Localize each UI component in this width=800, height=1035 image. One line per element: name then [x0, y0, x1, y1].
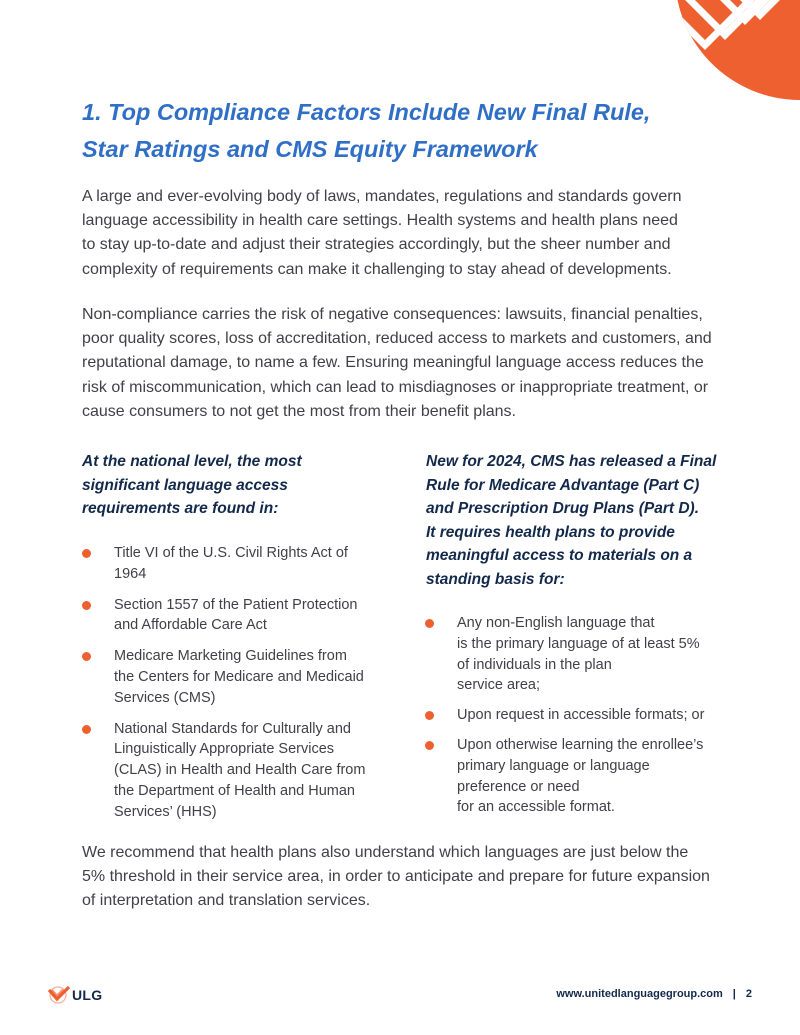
right-column-heading [426, 450, 716, 591]
section-title [82, 94, 702, 168]
item-line: (CLAS) in Health and Health Care from [114, 762, 366, 779]
heading-line: standing basis for: [426, 570, 565, 588]
list-item [457, 735, 704, 818]
footer-separator: | [732, 988, 736, 1000]
left-column-heading [82, 450, 302, 521]
item-line: of individuals in the plan [457, 656, 612, 673]
bullet-dot-icon [82, 601, 91, 610]
item-line: National Standards for Culturally and [114, 720, 351, 737]
item-line: Services (CMS) [114, 689, 216, 706]
item-line: Upon otherwise learning the enrollee’s [457, 736, 704, 753]
decorative-corner-graphic [660, 0, 800, 100]
item-line: primary language or language [457, 757, 650, 774]
text-line: A large and ever-evolving body of laws, mandates, regulations and standards govern [82, 188, 682, 205]
item-line: 1964 [114, 565, 147, 582]
heading-line: requirements are found in: [82, 500, 279, 517]
intro-paragraph-1 [82, 185, 722, 282]
text-line: 5% threshold in their service area, in order to anticipate and prepare for future expansion [82, 868, 710, 886]
text-line: cause consumers to not get the most from their benefit plans. [82, 402, 516, 420]
item-line: Medicare Marketing Guidelines from [114, 648, 347, 665]
item-line: Section 1557 of the Patient Protection [114, 596, 358, 613]
right-requirements-list [457, 613, 704, 818]
footer-logo[interactable] [48, 986, 102, 1004]
bullet-dot-icon [425, 741, 434, 750]
heading-line: meaningful access to materials on a [426, 547, 693, 564]
heading-line: At the national level, the most [82, 453, 302, 470]
page-number: 2 [745, 988, 752, 1000]
bullet-dot-icon [425, 711, 434, 720]
bullet-dot-icon [425, 619, 434, 628]
item-line: Any non-English language that [457, 615, 655, 631]
text-line: of interpretation and translation services. [82, 892, 371, 910]
heading-line: It requires health plans to provide [426, 523, 675, 541]
text-line: Non-compliance carries the risk of negative consequences: lawsuits, financial penalties, [82, 306, 703, 323]
text-line: risk of miscommunication, which can lead to misdiagnoses or inappropriate treatment, or [82, 378, 709, 396]
item-line: and Affordable Care Act [114, 617, 267, 634]
list-item [114, 595, 365, 637]
text-line: to stay up-to-date and adjust their strategies accordingly, but the sheer number and [82, 236, 671, 254]
text-line: language accessibility in health care settings. Health systems and health plans need [82, 212, 678, 230]
logo-text: ULG [72, 987, 103, 1003]
left-requirements-list [114, 543, 365, 823]
text-line: We recommend that health plans also understand which languages are just below the [82, 844, 689, 861]
intro-paragraph-2 [82, 303, 722, 424]
item-line: Services’ (HHS) [114, 803, 217, 820]
item-line: service area; [457, 677, 541, 694]
bullet-dot-icon [82, 549, 91, 558]
list-item [114, 646, 365, 708]
heading-line: and Prescription Drug Plans (Part D). [426, 500, 700, 517]
ulg-logo-icon [48, 986, 70, 1004]
list-item [457, 705, 704, 726]
list-item [457, 613, 704, 696]
website-link[interactable]: www.unitedlanguagegroup.com [556, 988, 723, 1000]
text-line: poor quality scores, loss of accreditation, reduced access to markets and customers, and [82, 330, 712, 348]
item-line: the Centers for Medicare and Medicaid [114, 668, 364, 685]
heading-line: Rule for Medicare Advantage (Part C) [426, 476, 700, 494]
text-line: complexity of requirements can make it challenging to stay ahead of developments. [82, 260, 672, 278]
item-line: for an accessible format. [457, 799, 615, 816]
heading-line: New for 2024, CMS has released a Final [426, 453, 717, 470]
bullet-dot-icon [82, 725, 91, 734]
item-line: is the primary language of at least 5% [457, 635, 700, 652]
heading-line: significant language access [82, 476, 288, 494]
footer-info [556, 988, 752, 1000]
bullet-dot-icon [82, 652, 91, 661]
item-line: Linguistically Appropriate Services [114, 741, 335, 758]
item-line: preference or need [457, 778, 580, 795]
item-line: Upon request in accessible formats; or [457, 707, 705, 724]
list-item [114, 719, 365, 823]
item-line: the Department of Health and Human [114, 782, 355, 799]
item-line: Title VI of the U.S. Civil Rights Act of [114, 545, 348, 561]
closing-paragraph [82, 841, 722, 914]
text-line: reputational damage, to name a few. Ensuring meaningful language access reduces the [82, 354, 704, 372]
list-item [114, 543, 365, 585]
title-line: Star Ratings and CMS Equity Framework [82, 136, 538, 162]
title-line: 1. Top Compliance Factors Include New Final Rule, [82, 99, 651, 125]
